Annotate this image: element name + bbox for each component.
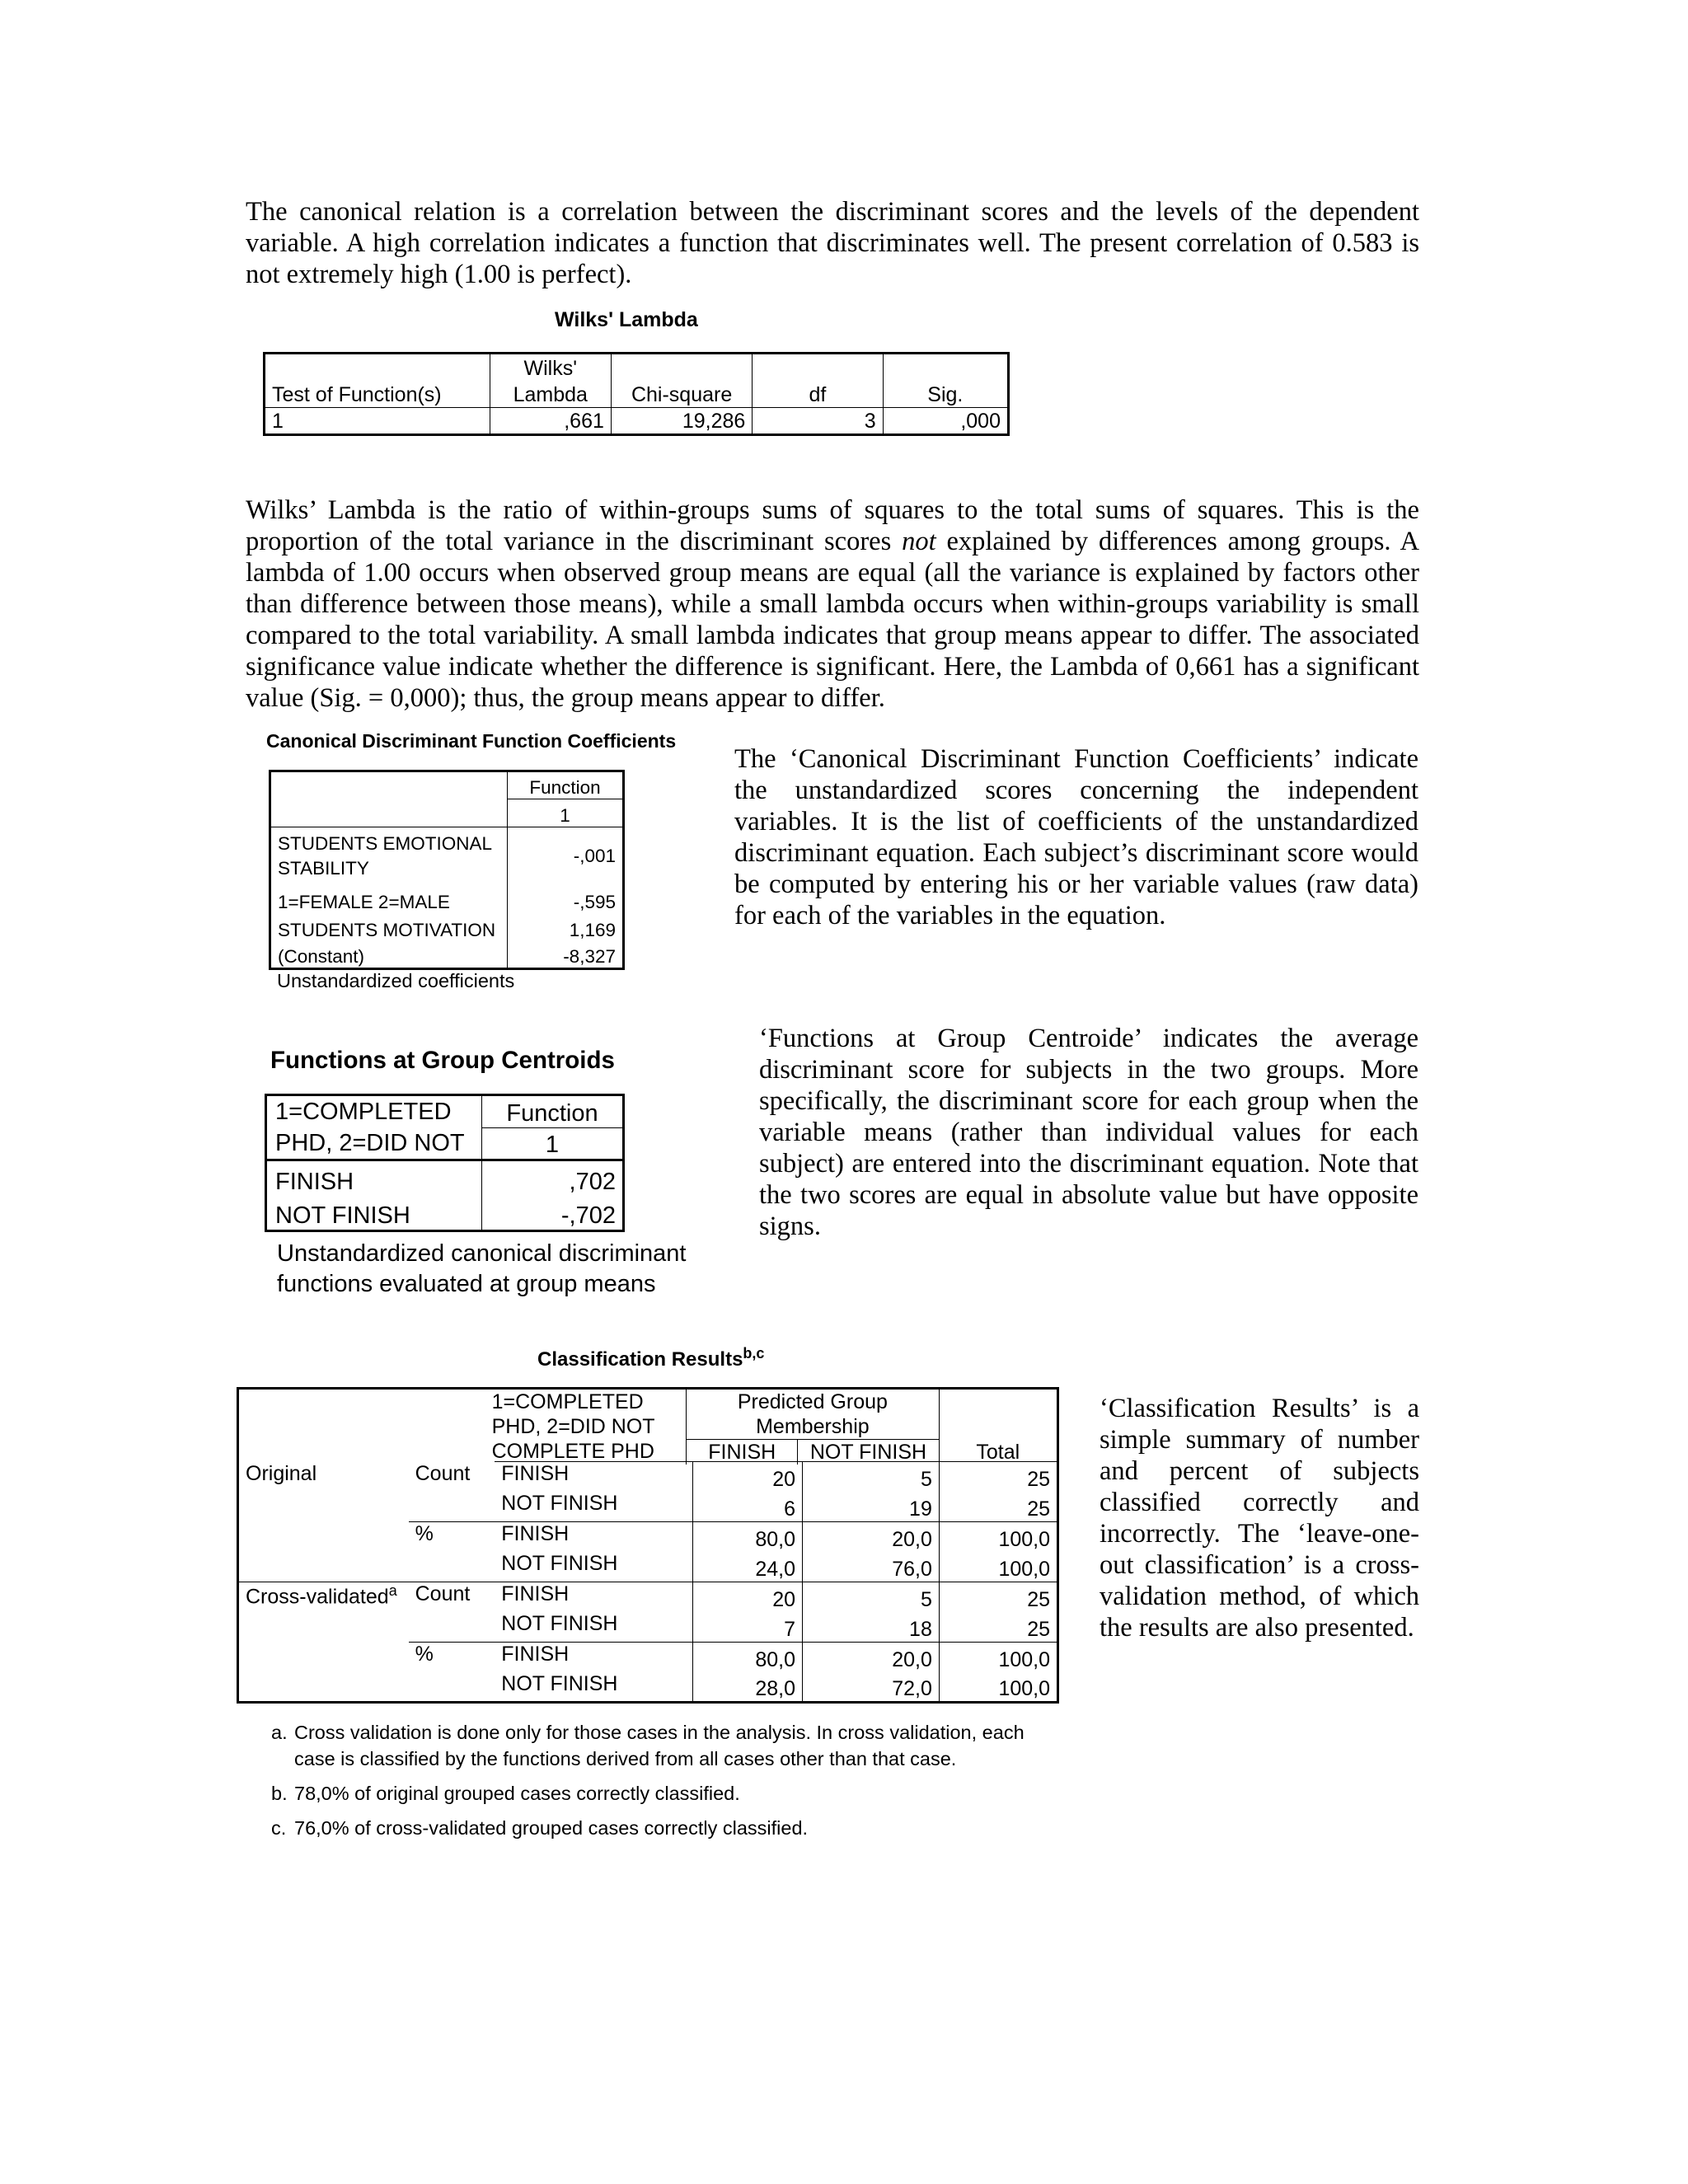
coef-row-gender: 1=FEMALE 2=MALE: [270, 885, 508, 913]
centroid-footnote-line2: functions evaluated at group means: [277, 1271, 656, 1297]
classification-table-title: [537, 1345, 764, 1371]
cls-measure: [409, 1492, 495, 1522]
wilks-table-title: Wilks' Lambda: [555, 308, 698, 331]
cls-total-value: 100,0: [939, 1643, 1057, 1673]
cls-set-text: Cross-validated: [246, 1585, 389, 1609]
centroid-header-function: Function: [482, 1095, 624, 1128]
classification-footnotes: [271, 1719, 1034, 1849]
table-row: [238, 1522, 1058, 1553]
wilks-header-test: Test of Function(s): [265, 381, 490, 408]
cls-group: FINISH: [495, 1582, 692, 1613]
centroid-row-not-finish: NOT FINISH: [266, 1196, 482, 1231]
wilks-header-chi: Chi-square: [611, 381, 752, 408]
cls-finish-value: 24,0: [693, 1552, 803, 1582]
cls-total-value: 100,0: [939, 1552, 1057, 1582]
coef-value-motivation: 1,169: [508, 913, 624, 941]
cls-footnote-mark: a.: [271, 1722, 288, 1743]
centroid-table-title: Functions at Group Centroids: [270, 1047, 615, 1074]
cls-total-value: 25: [939, 1582, 1057, 1613]
wilks-paragraph: [246, 494, 1419, 714]
coef-row-emotional: [270, 827, 508, 885]
wilks-header-sig: Sig.: [883, 381, 1008, 408]
cls-not-finish-value: 5: [803, 1582, 940, 1613]
wilks-header-df: df: [753, 381, 883, 408]
cls-footnote-mark: b.: [271, 1783, 288, 1804]
wilks-paragraph-part1: Wilks’ Lambda is the ratio of within-groups sums of squares to the total sums of squares. This is the proportion of the total variance in the discriminant scores: [246, 495, 1419, 556]
cls-footnote: [271, 1780, 1034, 1807]
centroid-header-line1: 1=COMPLETED: [275, 1099, 452, 1125]
coef-header-function: Function: [508, 771, 624, 799]
cls-total-value: 25: [939, 1612, 1057, 1643]
coef-table: [269, 770, 625, 970]
cls-header-finish: FINISH: [687, 1440, 798, 1465]
coef-row-emotional-line2: STABILITY: [278, 857, 369, 879]
cls-finish-value: 7: [693, 1612, 803, 1643]
cls-header-predicted-line2: Membership: [756, 1415, 870, 1438]
cls-measure: [409, 1552, 495, 1582]
centroid-row-finish: FINISH: [266, 1160, 482, 1196]
table-row: [238, 1552, 1058, 1582]
coef-footnote: Unstandardized coefficients: [277, 970, 515, 991]
wilks-row-df: 3: [753, 408, 883, 435]
coef-value-gender: -,595: [508, 885, 624, 913]
cls-set-label: [238, 1552, 409, 1582]
classification-table-body: [237, 1461, 1059, 1704]
cls-total-value: 100,0: [939, 1522, 1057, 1553]
table-row: [238, 1582, 1058, 1613]
cls-finish-value: 80,0: [693, 1522, 803, 1553]
cls-finish-value: 6: [693, 1492, 803, 1522]
cls-measure: %: [409, 1522, 495, 1553]
cls-not-finish-value: 19: [909, 1497, 932, 1521]
cls-not-finish-value: 76,0: [892, 1558, 932, 1581]
cls-total-value: 100,0: [939, 1672, 1057, 1703]
table-row: [238, 1643, 1058, 1673]
cls-measure: [409, 1672, 495, 1703]
cls-header-predicted-line1: Predicted Group: [737, 1390, 888, 1413]
centroid-paragraph: ‘Functions at Group Centroide’ indicates the average discriminant score for subjects in the two groups. More specifically, the discriminant score for each group when the variable means (rather than individual values for each subject) are entered into the discriminant equation. Note that the two scores are equal in absolute value but have opposite signs.: [759, 1024, 1418, 1241]
cls-group: NOT FINISH: [501, 1552, 618, 1575]
cls-finish-value: 28,0: [693, 1672, 803, 1703]
coef-value-emotional: -,001: [508, 827, 624, 885]
classification-paragraph: ‘Classification Results’ is a simple summary of number and percent of subjects classified correctly and incorrectly. The ‘leave-one-out classification’ is a cross-validation method, of which the results are also presented.: [1100, 1394, 1419, 1643]
centroid-table: [265, 1094, 625, 1232]
wilks-lambda-table: [263, 352, 1010, 436]
wilks-header-line1: Wilks': [490, 354, 611, 381]
cls-not-finish-value: 20,0: [803, 1643, 940, 1673]
cls-header-group-line3: COMPLETE PHD: [491, 1440, 654, 1463]
cls-total-value: 25: [939, 1462, 1057, 1493]
cls-header-group-line1: 1=COMPLETED: [491, 1390, 644, 1413]
cls-finish-value: 20: [693, 1582, 803, 1613]
cls-header-total: Total: [939, 1440, 1057, 1465]
cls-set-label: [238, 1492, 409, 1522]
cls-set-label: [238, 1522, 409, 1553]
table-row: [238, 1492, 1058, 1522]
cls-not-finish-value: 5: [803, 1462, 940, 1493]
table-row: [238, 1612, 1058, 1643]
wilks-paragraph-italic: not: [902, 527, 936, 556]
coef-value-constant: -8,327: [508, 941, 624, 969]
cls-measure: Count: [415, 1461, 471, 1485]
cls-not-finish-value: 18: [909, 1618, 932, 1641]
cls-finish-value: 20: [693, 1462, 803, 1493]
wilks-row-sig: ,000: [883, 408, 1008, 435]
centroid-value-finish: ,702: [482, 1160, 624, 1196]
cls-set-label: [238, 1612, 409, 1643]
centroid-value-not-finish: -,702: [482, 1196, 624, 1231]
classification-title-sup: b,c: [743, 1345, 765, 1361]
cls-footnote-text: 78,0% of original grouped cases correctly classified.: [294, 1783, 740, 1804]
cls-group: NOT FINISH: [495, 1672, 692, 1703]
cls-group: NOT FINISH: [501, 1612, 618, 1635]
coef-header-num: 1: [508, 799, 624, 827]
cls-group: NOT FINISH: [501, 1492, 618, 1515]
cls-measure: [409, 1612, 495, 1643]
cls-set-text: Original: [246, 1461, 317, 1485]
cls-footnote-mark: c.: [271, 1817, 287, 1839]
centroid-header-num: 1: [482, 1127, 624, 1160]
centroid-footnote-line1: Unstandardized canonical discriminant: [277, 1240, 687, 1267]
coef-table-title: Canonical Discriminant Function Coefficients: [266, 730, 677, 752]
centroid-header-line2: PHD, 2=DID NOT: [275, 1130, 465, 1156]
cls-footnote-text: Cross validation is done only for those cases in the analysis. In cross validation, each case is classified by the functions derived from all cases other than that case.: [294, 1722, 1025, 1769]
wilks-header-line2: Lambda: [490, 381, 611, 408]
cls-finish-value: 80,0: [693, 1643, 803, 1673]
cls-group: FINISH: [495, 1462, 692, 1493]
classification-table: [237, 1387, 1059, 1465]
classification-title-text: Classification Results: [537, 1348, 743, 1371]
cls-measure: Count: [409, 1582, 495, 1613]
cls-measure: %: [409, 1643, 495, 1673]
cls-group: FINISH: [495, 1522, 692, 1553]
cls-set-label: [238, 1462, 409, 1493]
cls-footnote: [271, 1815, 1034, 1841]
table-row: [238, 1672, 1058, 1703]
wilks-row-chi: 19,286: [611, 408, 752, 435]
cls-set-label: [238, 1643, 409, 1673]
cls-set-label: [238, 1672, 409, 1703]
cls-footnote-text: 76,0% of cross-validated grouped cases correctly classified.: [294, 1817, 809, 1839]
table-row: [238, 1462, 1058, 1493]
cls-header-group-line2: PHD, 2=DID NOT: [491, 1415, 655, 1438]
intro-paragraph: The canonical relation is a correlation between the discriminant scores and the levels of the dependent variable. A high correlation indicates a function that discriminates well. The present correlation of 0.583 is not extremely high (1.00 is perfect).: [246, 197, 1419, 289]
wilks-paragraph-part2: explained by differences among groups. A lambda of 1.00 occurs when observed group means are equal (all the variance is explained by factors other than difference between those means), while a small lambda occurs when within-groups variability is small compared to the total variability. A small lambda indicates that group means appear to differ. The associated significance value indicate whether the difference is significant. Here, the Lambda of 0,661 has a significant value (Sig. = 0,000); thus, the group means appear to differ.: [246, 527, 1419, 713]
coef-row-constant: (Constant): [270, 941, 508, 969]
coef-row-emotional-line1: STUDENTS EMOTIONAL: [278, 832, 493, 854]
centroid-header-label: [275, 1096, 473, 1159]
cls-header-not-finish: NOT FINISH: [809, 1440, 927, 1464]
cls-not-finish-value: 20,0: [803, 1522, 940, 1553]
coef-row-motivation: STUDENTS MOTIVATION: [270, 913, 508, 941]
wilks-row-lambda: ,661: [490, 408, 611, 435]
coef-paragraph: The ‘Canonical Discriminant Function Coefficients’ indicate the unstandardized scores concerning the independent variables. It is the list of coefficients of the unstandardized discriminant equation. Each subject’s discriminant score would be computed by entering his or her variable values (raw data) for each of the variables in the equation.: [734, 744, 1418, 930]
cls-total-value: 25: [939, 1492, 1057, 1522]
centroid-footnote: [277, 1239, 686, 1300]
cls-not-finish-value: 72,0: [803, 1672, 940, 1703]
cls-set-label: [238, 1582, 409, 1613]
cls-set-sup: a: [388, 1582, 397, 1599]
wilks-row-test: 1: [265, 408, 490, 435]
cls-footnote: [271, 1719, 1034, 1772]
cls-group: FINISH: [495, 1643, 692, 1673]
